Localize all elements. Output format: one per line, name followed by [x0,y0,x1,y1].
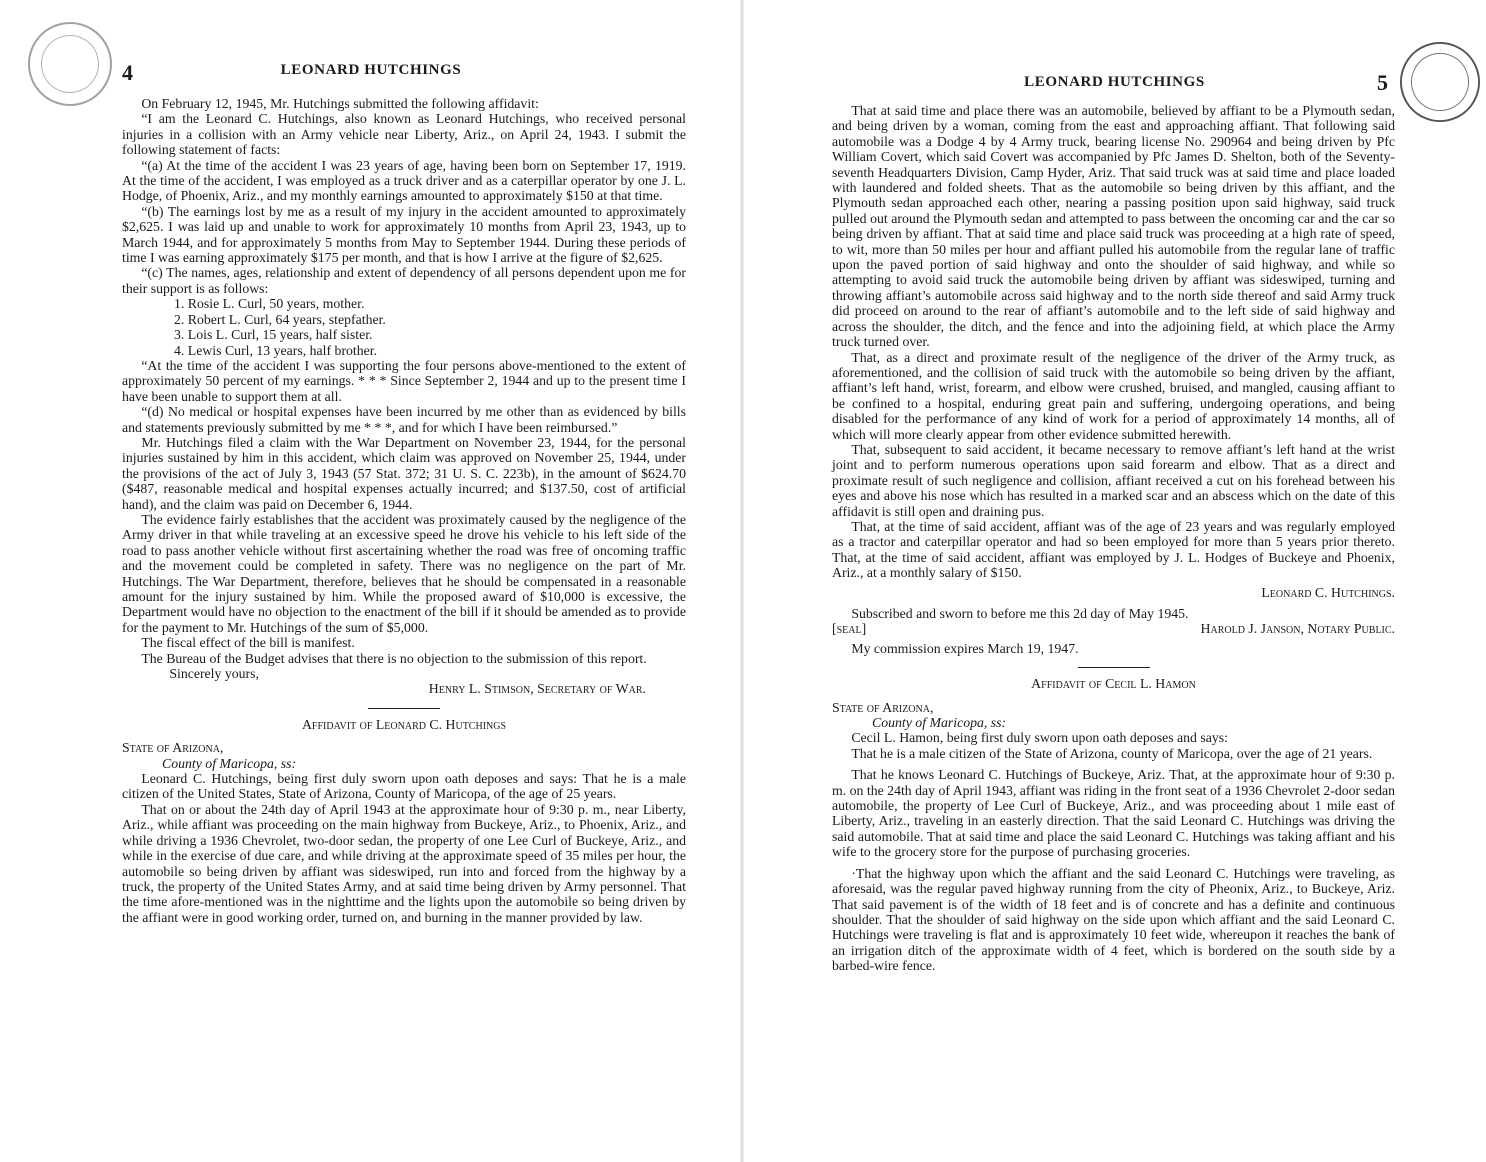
paragraph: ·That the highway upon which the affiant and the said Leonard C. Hutchings were traveling, as aforesaid, was the regular paved highway running from the city of Pheonix, Ariz., to Buckeye, Ariz. That said pavement is of the width of 18 feet and is of concrete and has a definite and continuous shoulder. That the shoulder of said highway on the side upon which affiant and the said Leonard C. Hutchings were traveling is flat and is approximately 10 feet wide, whereupon it reaches the bank of an irrigation ditch of the approximate width of 4 feet, which is bordered on the south side by a barbed-wire fence. [832,865,1395,974]
paragraph: On February 12, 1945, Mr. Hutchings submitted the following affidavit: [141,96,539,111]
page-number: 4 [122,60,134,85]
signature: Leonard C. Hutchings. [1261,584,1395,600]
left-text-column [122,96,686,925]
venue-state: State of Arizona, [122,740,224,756]
paragraph: My commission expires March 19, 1947. [851,640,1079,656]
dependent-list-item: 1. Rosie L. Curl, 50 years, mother. [174,296,365,312]
paragraph: “(b) The earnings lost by me as a result of my injury in the accident amounted to approximately $2,625. I was laid up and unable to work for approximately 10 months from April 23, 1943, up to March 1944, and for approximately 5 months from May to September 1944. During these periods of time I was earning approximately $175 per month, and that is how I arrive at the figure of $2,625. [122,203,686,266]
running-head: LEONARD HUTCHINGS [280,62,462,78]
paragraph: “(d) No medical or hospital expenses have been incurred by me other than as evidenced by bills and statements previously submitted by me * * *, and for which I have been reimbursed.” [122,404,686,435]
paragraph: That, at the time of said accident, affiant was of the age of 23 years and was regularly employed as a tractor and caterpillar operator and had so been employed for more than 5 years prior thereto. That, at the time of said accident, affiant was employed by J. L. Hodges of Buckeye and Phoenix, Ariz., at a monthly salary of $150. [832,518,1395,581]
affidavit-title: Affidavit of Leonard C. Hutchings [301,716,507,732]
paragraph: Subscribed and sworn to before me this 2d day of May 1945. [851,606,1189,621]
venue-county: County of Maricopa, ss: [872,715,1007,731]
paragraph: The Bureau of the Budget advises that there is no objection to the submission of this report. [141,650,647,666]
paragraph: That, as a direct and proximate result of the negligence of the driver of the Army truck, as aforementioned, and the collision of said truck with the automobile so being driven by the affiant, affiant’s left hand, wrist, forearm, and elbow were crushed, bruised, and mangled, causing affiant to be confined to a hospital, enduring great pain and suffering, undergoing operations, and being disabled for the performance of any kind of work for a period of approximately 14 months, all of which will more clearly appear from other evidence submitted herewith. [832,349,1395,442]
paragraph: That at said time and place there was an automobile, believed by affiant to be a Plymouth sedan, and being driven by a woman, coming from the east and approaching affiant. That following said automobile was a Dodge 4 by 4 Army truck, bearing license No. 290964 and being driven by Pfc William Covert, which said Covert was accompanied by Pfc James D. Shelton, both of the Seventy-seventh Headquarters Division, Camp Hyder, Ariz. That said truck was at said time and place loaded with laundered and folded sheets. That as the automobile so being driven by this affiant, and the Plymouth sedan approached each other, nearing a passing position upon said highway, said truck pulled out around the Plymouth sedan and attempted to pass between the oncoming car and the car so being driven by affiant. That at said time and place said truck was proceeding at a high rate of speed, to wit, more than 50 miles per hour and affiant pulled his automobile from the regular lane of traffic upon the paved portion of said highway and onto the shoulder of said highway, and while so attempting to avoid said truck the automobile being driven by affiant was sideswiped, turning and throwing affiant’s automobile across said highway and to the north side thereof and said Army truck did proceed on around to the rear of affiant’s automobile and to the left side of said highway and across the shoulder, the ditch, and the fence and into the adjoining field, at which place the Army truck turned over. [832,103,1395,350]
notary-signature: Harold J. Janson, Notary Public. [1200,621,1395,637]
right-text-column [832,103,1395,974]
divider [1078,667,1150,668]
dependent-list-item: 4. Lewis Curl, 13 years, half brother. [174,342,378,358]
page-number: 5 [1377,70,1389,95]
affidavit-title: Affidavit of Cecil L. Hamon [1031,676,1196,692]
paragraph: “(a) At the time of the accident I was 23 years of age, having been born on September 17, 1919. At the time of the accident, I was employed as a truck driver and as a caterpillar operator by one J. L. Hodge, of Phoenix, Ariz., and my monthly earnings amounted to approximately $150 at that time. [122,157,686,204]
paragraph: “I am the Leonard C. Hutchings, also known as Leonard Hutchings, who received personal injuries in a collision with an Army vehicle near Liberty, Ariz., on April 24, 1943. I submit the following statement of facts: [122,111,686,158]
paragraph: That he is a male citizen of the State of Arizona, county of Maricopa, over the age of 21 years. [851,745,1373,761]
paragraph: Mr. Hutchings filed a claim with the War Department on November 23, 1944, for the personal injuries sustained by him in this accident, which claim was approved on November 25, 1944, under the provisions of the act of July 3, 1943 (57 Stat. 372; 31 U. S. C. 223b), in the amount of $624.70 ($487, reasonable medical and hospital expenses actually incurred; and $137.50, cost of artificial hand), and the claim was paid on December 6, 1944. [122,434,686,512]
paragraph: “(c) The names, ages, relationship and extent of dependency of all persons dependent upon me for their support is as follows: [122,265,686,296]
paragraph: The evidence fairly establishes that the accident was proximately caused by the negligence of the Army driver in that while traveling at an excessive speed he drove his vehicle to his left side of the road to pass another vehicle without first ascertaining whether the road was free of oncoming traffic and the movement could be completed in safety. There was no negligence on the part of Mr. Hutchings. The War Department, therefore, believes that he should be compensated in a reasonable amount for the injury sustained by him. While the proposed award of $10,000 is excessive, the Department would have no objection to the enactment of the bill if it should be amended as to provide for the payment to Mr. Hutchings of the sum of $5,000. [122,511,686,635]
running-head: LEONARD HUTCHINGS [1024,74,1205,90]
left-page [0,0,742,1162]
dependent-list-item: 3. Lois L. Curl, 15 years, half sister. [174,327,373,343]
closing: Sincerely yours, [169,666,259,682]
paragraph: That, subsequent to said accident, it became necessary to remove affiant’s left hand at the wrist joint and to perform numerous operations upon said forearm and elbow. That as a direct and proximate result of such negligence and collision, affiant received a cut on his forehead between his eyes and above his nose which has resulted in a marked scar and an abscess which on the date of this affidavit is still open and draining pus. [832,441,1395,519]
signature: Henry L. Stimson, Secretary of War. [428,681,646,697]
venue-county: County of Maricopa, ss: [162,755,297,771]
dependent-list-item: 2. Robert L. Curl, 64 years, stepfather. [174,311,386,327]
paragraph: Leonard C. Hutchings, being first duly sworn upon oath deposes and says: That he is a male citizen of the United States, State of Arizona, County of Maricopa, of the age of 25 years. [122,771,686,802]
paragraph: The fiscal effect of the bill is manifest. [141,635,355,651]
right-page [743,0,1486,1162]
paragraph: “At the time of the accident I was supporting the four persons above-mentioned to the extent of approximately 50 percent of my earnings. * * * Since September 2, 1944 and up to the present time I have been unable to support them at all. [122,357,686,404]
venue-state: State of Arizona, [832,699,934,715]
notary-line [832,621,1395,636]
paragraph: That on or about the 24th day of April 1943 at the approximate hour of 9:30 p. m., near Liberty, Ariz., while affiant was proceeding on the main highway from Buckeye, Ariz., to Phoenix, Ariz., and while driving a 1936 Chevrolet, two-door sedan, the property of one Lee Curl of Buckeye, Ariz., and while in the exercise of due care, and while driving at the approximate speed of 35 miles per hour, the automobile so being driven by affiant was sideswiped, run into and forced from the highway by a truck, the property of the United States Army, and at said time being driven by Army personnel. That the time afore-mentioned was in the nighttime and the lights upon the automobile so being driven by the affiant were in good working order, turned on, and burning in the manner provided by law. [122,801,686,925]
divider [368,708,440,709]
seal-label: [seal] [832,621,867,637]
paragraph: That he knows Leonard C. Hutchings of Buckeye, Ariz. That, at the approximate hour of 9:30 p. m. on the 24th day of April 1943, affiant was riding in the front seat of a 1936 Chevrolet 2-door sedan automobile, the property of Lee Curl of Buckeye, Ariz., and was proceeding about 1 mile east of Liberty, Ariz., traveling in an easterly direction. That the said Leonard C. Hutchings was driving the said automobile. That at said time and place the said Leonard C. Hutchings was taking affiant and his wife to the grocery store for the purpose of purchasing groceries. [832,767,1395,860]
paragraph: Cecil L. Hamon, being first duly sworn upon oath deposes and says: [851,730,1228,746]
